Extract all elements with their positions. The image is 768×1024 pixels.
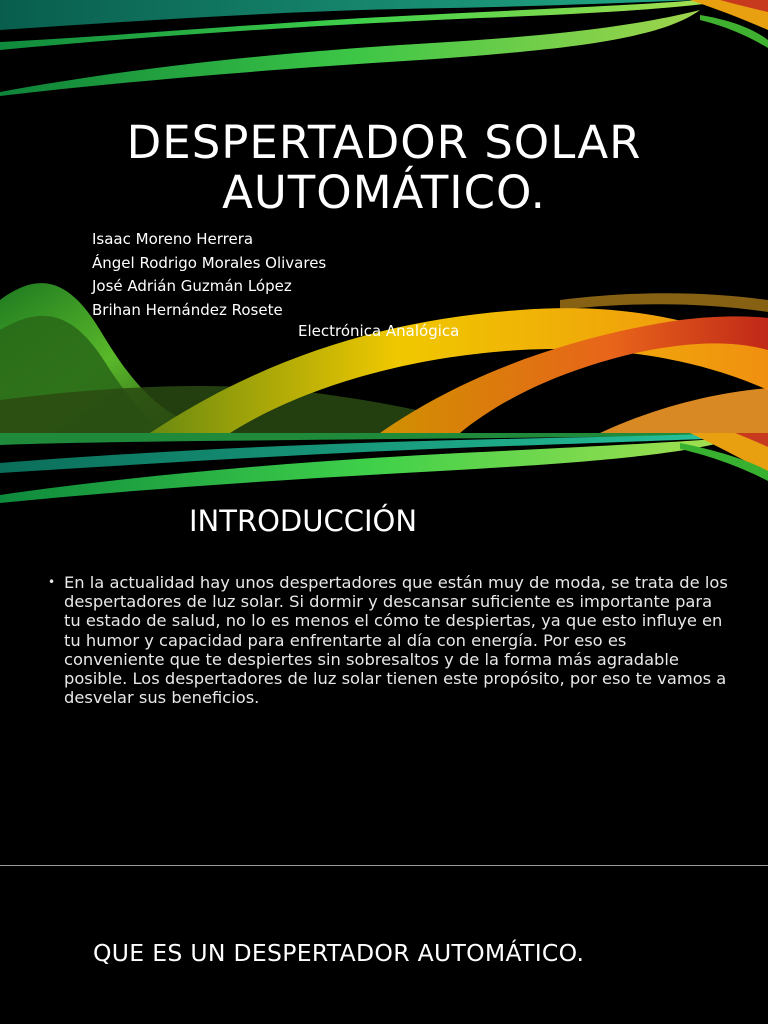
title-slide bbox=[0, 0, 768, 433]
title-line-1: DESPERTADOR SOLAR bbox=[126, 116, 642, 169]
subject-label: Electrónica Analógica bbox=[298, 322, 460, 340]
section-heading: INTRODUCCIÓN bbox=[189, 504, 418, 538]
section-heading: QUE ES UN DESPERTADOR AUTOMÁTICO. bbox=[93, 939, 585, 967]
intro-slide bbox=[0, 433, 768, 865]
author-name: Brihan Hernández Rosete bbox=[92, 300, 283, 319]
author-name: Ángel Rodrigo Morales Olivares bbox=[92, 253, 327, 272]
author-list bbox=[92, 228, 326, 322]
bullet-paragraph bbox=[48, 573, 728, 707]
definition-slide bbox=[0, 866, 768, 1024]
author-name: José Adrián Guzmán López bbox=[92, 277, 292, 295]
author-name: Isaac Moreno Herrera bbox=[92, 230, 254, 248]
slide-title bbox=[0, 118, 768, 218]
intro-paragraph: En la actualidad hay unos despertadores que están muy de moda, se trata de los despertadores de luz solar. Si dormir y descansar suficiente es importante para tu estado de salud, no lo es menos el cómo te despiertas, ya que esto influye en tu humor y capacidad para enfrentarte al día con energía. Por eso es conveniente que te despiertes sin sobresaltos y de la forma más agradable posible. Los despertadores de luz solar tienen este propósito, por eso te vamos a desvelar sus beneficios. bbox=[64, 573, 728, 708]
bullet-icon: • bbox=[48, 575, 56, 589]
title-line-2: AUTOMÁTICO. bbox=[222, 166, 546, 219]
